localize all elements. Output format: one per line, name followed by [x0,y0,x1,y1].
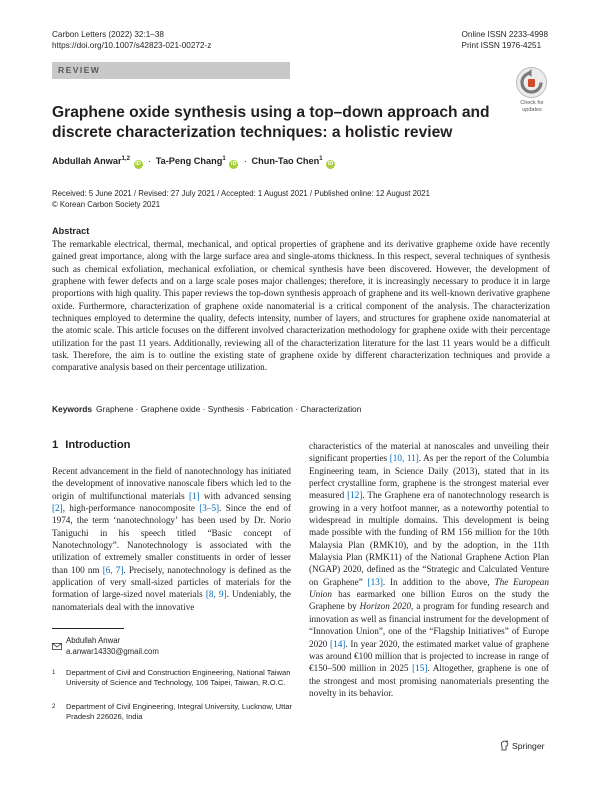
check-for-updates-icon[interactable] [515,66,548,99]
citation-link[interactable]: [2] [52,503,63,514]
body-column-right [309,440,549,699]
body-text: . The Graphene era of nanotechnology research is growing in a very hotfoot manner, as a noteworthy potential to widespread in multiple domains. This development is being made possible with the funding of RM 156 million for the 10th Malaysia Plan (RMK10), and by the adoption, in the 11th Malaysia Plan (RMK11) of the National Graphene Action Plan (NGAP) 2020, defined as the “Strategic and Calculated Venture on Graphene” [309,490,550,587]
author-name[interactable]: Abdullah Anwar [52,156,122,166]
body-text: . In addition to the above, [382,576,495,587]
citation-link[interactable]: [13] [367,576,383,587]
publisher-name: Springer [512,741,545,751]
author-separator: · [243,156,247,166]
emphasis-text: Horizon 2020 [359,601,412,612]
check-for-updates-label[interactable]: Check for updates [520,100,544,113]
orcid-icon[interactable]: iD [231,161,237,167]
orcid-icon[interactable]: iD [135,161,141,167]
online-issn: Online ISSN 2233-4998 [461,30,548,39]
author-separator: · [148,156,152,166]
author-affiliation-sup: 1,2 [121,156,130,162]
keywords-list: Graphene · Graphene oxide · Synthesis · Fabrication · Characterization [96,404,362,414]
publication-history [52,189,430,210]
article-type-label: REVIEW [58,65,101,75]
abstract-heading: Abstract [52,226,90,236]
keywords-label: Keywords [52,404,93,414]
abstract-text: The remarkable electrical, thermal, mechanical, and optical properties of graphene and its derivative grapheme oxide have recently gained great importance, along with the large surface area and single-atoms thickness. In this respect, several techniques of synthesis such as chemical exfoliation, mechanical exfoliation, or chemical synthesis have been discovered. However, the development of graphene with fewer defects and on a large scale poses major challenges; therefore, it is increasingly necessary to produce it in large proportions with high quality. This paper reviews the top-down synthesis approach of graphene and its well-known derivative graphene oxide. Furthermore, characterization of graphene oxide nanomaterial is a critical component of the analysis. The characterization techniques employed to determine the quality, defects intensity, number of layers, and structures for graphene oxide nanomaterial at the atomic scale. This article focuses on the different involved characterization methodology for graphene oxide with their percentage utilization for the past 11 years. Additionally, reviewing all of the characterization literature for the last 11 years would be a difficult task. Therefore, the aim is to outline the existing state of graphene oxide by different characterization techniques and provide a comparative analysis based on their percentage utilization. [52,239,550,373]
journal-citation: Carbon Letters (2022) 32:1–38 [52,30,164,39]
publication-dates: Received: 5 June 2021 / Revised: 27 July 2021 / Accepted: 1 August 2021 / Published online: 12 August 2021 [52,189,430,198]
citation-link[interactable]: [14] [330,638,346,649]
envelope-icon[interactable] [52,637,62,644]
body-text: . Since the end of 1974, the term ‘nanotechnology’ has been used by Dr. Norio Taniguchi in his speech titled “Basic concept of Nanotechnology”. Nanotechnology is associated with the utilization of extremely smaller constituents in order of lesser than 100 nm [52,503,291,575]
keywords-line [52,404,550,414]
body-text: . Altogether, graphene is one of the strongest and most promising nanomaterials presenting the novelty in its behavior. [309,663,549,698]
body-text: Recent advancement in the field of nanotechnology has initiated the development of innovative nanoscale fibers which led to the origin of multifunctional materials [52,466,291,501]
issn-block [462,29,548,51]
body-text: , high-performance nanocomposite [62,503,200,514]
body-text: . Precisely, nanotechnology is defined as the application of very small-sized particles of materials for the formation of large-sized novel materials [52,564,291,600]
author-affiliation-sup: 1 [222,156,226,162]
citation-link[interactable]: [15] [412,663,428,674]
citation-link[interactable]: [1] [188,490,200,501]
author-name[interactable]: Ta-Peng Chang [155,156,223,166]
citation-link[interactable]: [3–5] [199,503,220,514]
section-heading [52,439,130,451]
corresponding-author-name: Abdullah Anwar [66,636,121,645]
citation-link[interactable]: [12] [347,490,363,501]
footnote-rule [52,628,124,629]
corresponding-author-email[interactable]: a.anwar14330@gmail.com [66,646,159,656]
author-affiliation-sup: 1 [319,156,323,162]
affiliation-number: 1 [52,670,56,676]
affiliation-number: 2 [52,704,56,710]
section-number: 1 [52,439,59,451]
section-title: Introduction [65,439,131,451]
author-list [52,156,336,169]
copyright-line: © Korean Carbon Society 2021 [52,199,161,209]
author-name[interactable]: Chun-Tao Chen [251,156,320,166]
body-text: , a program for funding research and innovation as well as financial instrument for the development of “Innovation Union”, one of the “Flagship Initiatives” of Europe 2020 [309,601,549,649]
affiliation-text: Department of Civil Engineering, Integral University, Lucknow, Uttar Pradesh 226026, India [66,702,293,722]
body-text: with advanced sensing [199,490,291,501]
doi-link[interactable]: https://doi.org/10.1007/s42823-021-00272-z [52,41,212,50]
body-text: . As per the report of the Columbia Engineering team, in Science Daily (2013), stated that in its perfect crystalline form, graphene is the strongest material ever measured [309,453,549,501]
body-text: . Undeniably, the nanomaterials deal with the innovative [52,589,291,612]
body-text: characteristics of the material at nanoscales and unveiling their significant properties [309,441,549,464]
article-title: Graphene oxide synthesis using a top–down approach and discrete characterization techniques: a holistic review [52,104,490,141]
corresponding-author [66,636,159,657]
citation-link[interactable]: [8, 9] [205,589,227,600]
body-text: . In year 2020, the estimated market value of graphene was around €100 million that is projected to increase in range of €150–500 million in 2025 [309,638,549,674]
orcid-icon[interactable]: iD [327,161,334,167]
springer-horse-icon [500,740,509,753]
journal-header [52,29,211,51]
emphasis-text: The European Union [309,576,549,600]
citation-link[interactable]: [6, 7] [102,564,124,575]
body-text: has earmarked one billion Euros on the study the Graphene by [309,589,549,612]
body-column-left [52,465,291,613]
citation-link[interactable]: [10, 11] [389,453,419,464]
print-issn: Print ISSN 1976-4251 [461,41,542,50]
affiliation-text: Department of Civil and Construction Engineering, National Taiwan University of Science and Technology, 106 Taipei, Taiwan, R.O.C. [66,668,291,688]
publisher-logo [500,740,544,753]
